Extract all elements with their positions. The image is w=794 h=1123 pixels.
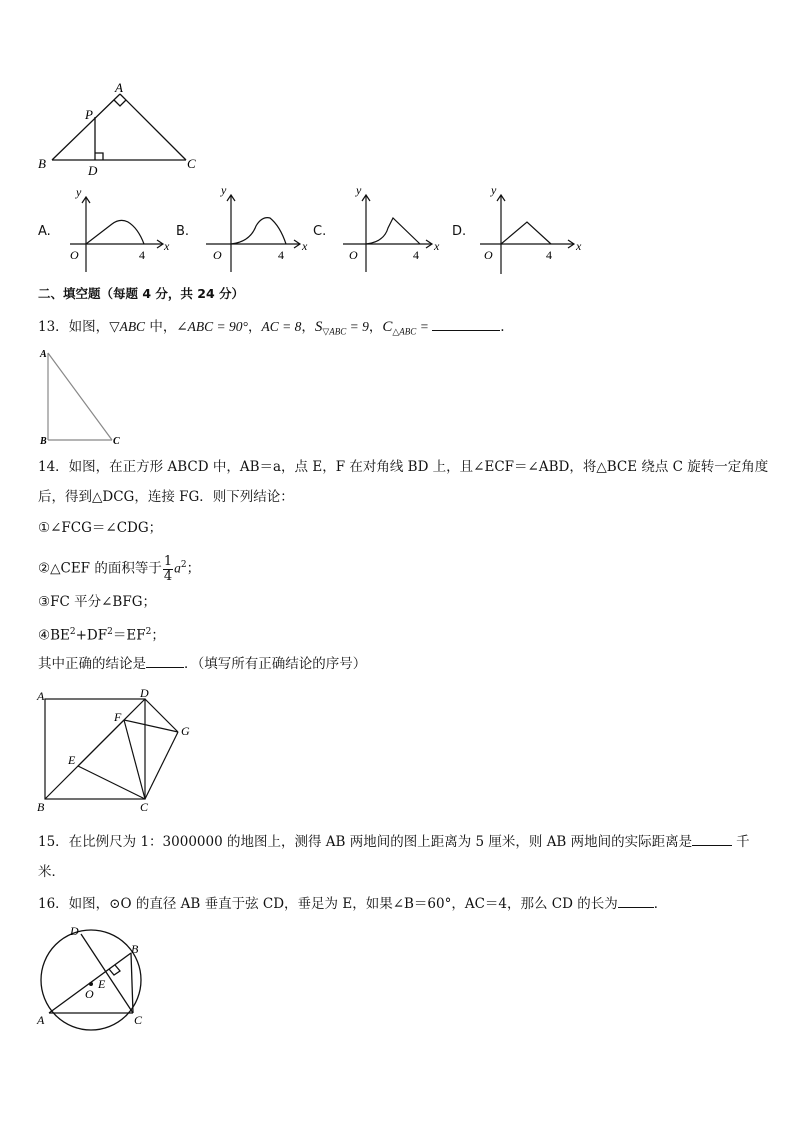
option-c-origin: O — [349, 248, 358, 262]
option-c-x: x — [434, 239, 440, 253]
option-d-letter: D. — [452, 224, 467, 239]
q14-label-F: F — [114, 710, 122, 724]
top-label-C: C — [187, 156, 196, 171]
option-b-origin: O — [213, 248, 222, 262]
question-15-line2: 米． — [38, 864, 65, 880]
top-label-D: D — [88, 163, 98, 178]
q14-conclusion-3: ③FC 平分∠BFG； — [38, 594, 156, 610]
option-a-x: x — [164, 239, 170, 253]
q14-conclusion-2: ②△CEF 的面积等于 $\frac{1}{4}$ $a^2$； — [38, 553, 201, 584]
option-a-origin: O — [70, 248, 79, 262]
q14-label-D: D — [140, 686, 149, 700]
q13-label-B: B — [40, 436, 47, 447]
option-a-letter: A. — [38, 224, 51, 239]
q13-label-A: A — [40, 349, 47, 360]
question-14-line1: 14．如图，在正方形 ABCD 中，AB＝a，点 E，F 在对角线 BD 上，且∠ECF＝∠ABD，将△BCE 绕点 C 旋转一定角度 — [38, 459, 769, 475]
q14-label-C: C — [140, 800, 149, 814]
q14-conclusion-1: ①∠FCG＝∠CDG； — [38, 520, 163, 536]
option-a-tick: 4 — [139, 248, 145, 262]
option-d-x: x — [576, 239, 582, 253]
q14-label-E: E — [68, 753, 76, 767]
q16-center-dot — [89, 982, 93, 986]
q14-answer-line: 其中正确的结论是 ．（填写所有正确结论的序号） — [38, 653, 366, 674]
option-b-tick: 4 — [278, 248, 284, 262]
q14-label-A: A — [37, 689, 45, 703]
q16-label-D: D — [70, 924, 79, 938]
option-a-y: y — [76, 185, 82, 199]
top-label-P: P — [85, 107, 93, 122]
option-c-y: y — [356, 183, 362, 197]
option-c-tick: 4 — [413, 248, 419, 262]
question-14-line2: 后，得到△DCG，连接 FG．则下列结论： — [38, 489, 294, 505]
section-2-title: 二、填空题（每题 4 分，共 24 分） — [38, 286, 245, 301]
option-d-origin: O — [484, 248, 493, 262]
question-15-line1: 15．在比例尺为 1：3000000 的地图上，测得 AB 两地间的图上距离为 5 厘米，则 AB 两地间的实际距离是 千 — [38, 831, 750, 852]
q16-label-B: B — [131, 942, 139, 956]
q13-label-C: C — [113, 436, 120, 447]
question-13: 13．如图，▽ABC 中，∠ABC = 90°，AC = 8，$S_{▽ABC} = 9$，$C_{\triangle ABC}$ = . — [38, 316, 504, 342]
top-label-B: B — [38, 156, 46, 171]
option-b-x: x — [302, 239, 308, 253]
option-d-tick: 4 — [546, 248, 552, 262]
option-b-y: y — [221, 183, 227, 197]
q16-label-E: E — [98, 977, 106, 991]
q14-conclusion-4: $④BE^2+DF^2=EF^2$； — [38, 627, 165, 644]
q14-label-B: B — [37, 800, 45, 814]
option-c-letter: C. — [313, 224, 327, 239]
q16-label-O: O — [85, 987, 94, 1001]
top-label-A: A — [115, 80, 123, 95]
option-b-letter: B. — [176, 224, 190, 239]
question-16: 16．如图，⊙O 的直径 AB 垂直于弦 CD，垂足为 E，如果∠B＝60°，AC＝4，那么 CD 的长为 ． — [38, 893, 667, 914]
q14-label-G: G — [181, 724, 190, 738]
q16-label-C: C — [134, 1013, 143, 1027]
option-d-y: y — [491, 183, 497, 197]
q16-label-A: A — [37, 1013, 45, 1027]
